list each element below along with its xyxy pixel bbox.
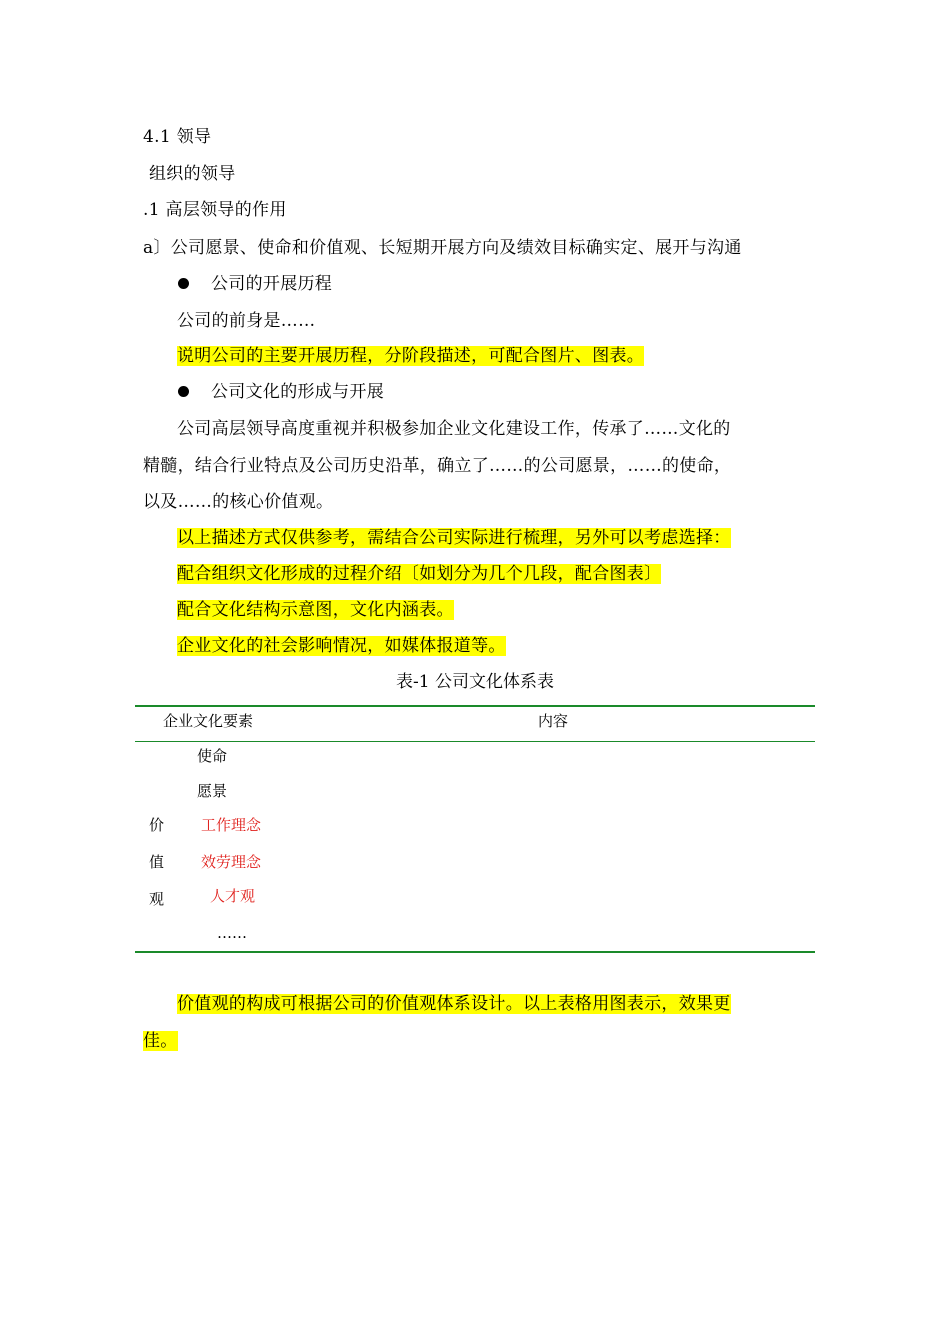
bullet-culture: 公司文化的形成与开展	[211, 382, 384, 402]
table-row-talent-view: 人才观	[210, 887, 256, 905]
note-text: 以上描述方式仅供参考，需结合公司实际进行梳理，另外可以考虑选择：	[177, 528, 731, 548]
table-row-vision: 愿景	[197, 782, 228, 800]
note-line	[177, 526, 731, 550]
table-header-content: 内容	[538, 712, 569, 730]
table-header-element: 企业文化要素	[163, 712, 254, 730]
final-note-line-1	[177, 992, 731, 1016]
paragraph-predecessor: 公司的前身是……	[177, 311, 316, 331]
note-line	[177, 634, 506, 658]
final-note-line-2	[143, 1029, 178, 1053]
section-heading-4-1: 4.1 领导	[143, 127, 212, 147]
table-top-rule	[135, 705, 815, 707]
note-line	[177, 598, 454, 622]
note-text: 企业文化的社会影响情况，如媒体报道等。	[177, 636, 506, 656]
table-caption: 表-1 公司文化体系表	[396, 672, 554, 692]
table-header-rule	[135, 741, 815, 742]
note-history-text: 说明公司的主要开展历程，分阶段描述，可配合图片、图表。	[177, 346, 645, 366]
table-row-mission: 使命	[197, 747, 228, 765]
note-text: 配合文化结构示意图，文化内涵表。	[177, 600, 454, 620]
table-row-service-philosophy: 效劳理念	[201, 853, 262, 871]
paragraph-culture-line-2: 精髓，结合行业特点及公司历史沿革，确立了……的公司愿景，……的使命，	[143, 456, 732, 476]
table-bottom-rule	[135, 951, 815, 953]
bullet-history: 公司的开展历程	[211, 274, 333, 294]
values-group-char: 价	[149, 816, 165, 834]
values-group-char: 观	[149, 890, 165, 908]
table-row-work-philosophy: 工作理念	[201, 816, 262, 834]
subsection-heading-organization: 组织的领导	[149, 164, 236, 184]
bullet-dot-icon	[178, 386, 189, 397]
subsection-heading-senior-leadership: .1 高层领导的作用	[143, 200, 287, 220]
item-a-text: a〕公司愿景、使命和价值观、长短期开展方向及绩效目标确实定、展开与沟通	[143, 238, 742, 258]
note-history	[177, 344, 644, 368]
paragraph-culture-line-3: 以及……的核心价值观。	[143, 492, 334, 512]
note-line	[177, 562, 661, 586]
final-note-text: 佳。	[143, 1031, 178, 1051]
values-group-char: 值	[149, 853, 165, 871]
paragraph-culture-line-1: 公司高层领导高度重视并积极参加企业文化建设工作，传承了……文化的	[177, 419, 731, 439]
table-row-ellipsis: ……	[217, 924, 247, 942]
note-text: 配合组织文化形成的过程介绍〔如划分为几个几段，配合图表〕	[177, 564, 662, 584]
bullet-dot-icon	[178, 278, 189, 289]
final-note-text: 价值观的构成可根据公司的价值观体系设计。以上表格用图表示，效果更	[177, 994, 731, 1014]
